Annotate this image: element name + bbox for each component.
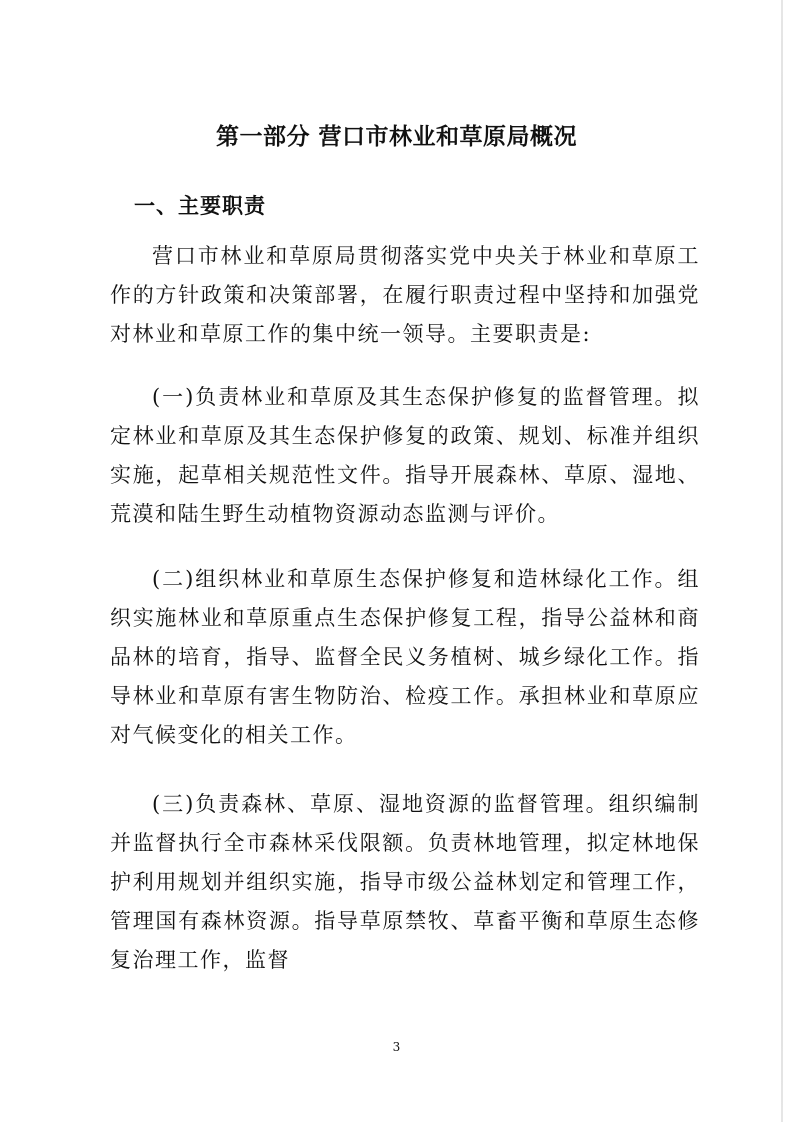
paragraph-duty-3: (三)负责森林、草原、湿地资源的监督管理。组织编制并监督执行全市森林采伐限额。负责林地管理，拟定林地保护利用规划并组织实施，指导市级公益林划定和管理工作，管理国有森林资源。指导草原禁牧、草畜平衡和草原生态修复治理工作，监督 bbox=[110, 792, 700, 972]
page-number: 3 bbox=[392, 1040, 401, 1054]
page-edge-shadow bbox=[781, 0, 783, 1122]
paragraph-duty-1: (一)负责林业和草原及其生态保护修复的监督管理。拟定林业和草原及其生态保护修复的政策、规划、标准并组织实施，起草相关规范性文件。指导开展森林、草原、湿地、荒漠和陆生野生动植物资源动态监测与评价。 bbox=[110, 385, 700, 526]
document-title: 第一部分 营口市林业和草原局概况 bbox=[215, 124, 577, 150]
paragraph-intro: 营口市林业和草原局贯彻落实党中央关于林业和草原工作的方针政策和决策部署，在履行职责过程中坚持和加强党对林业和草原工作的集中统一领导。主要职责是: bbox=[110, 244, 700, 346]
paragraph-duty-2: (二)组织林业和草原生态保护修复和造林绿化工作。组织实施林业和草原重点生态保护修复工程，指导公益林和商品林的培育，指导、监督全民义务植树、城乡绿化工作。指导林业和草原有害生物防治、检疫工作。承担林业和草原应对气候变化的相关工作。 bbox=[110, 567, 700, 747]
section-heading: 一、主要职责 bbox=[134, 194, 266, 218]
